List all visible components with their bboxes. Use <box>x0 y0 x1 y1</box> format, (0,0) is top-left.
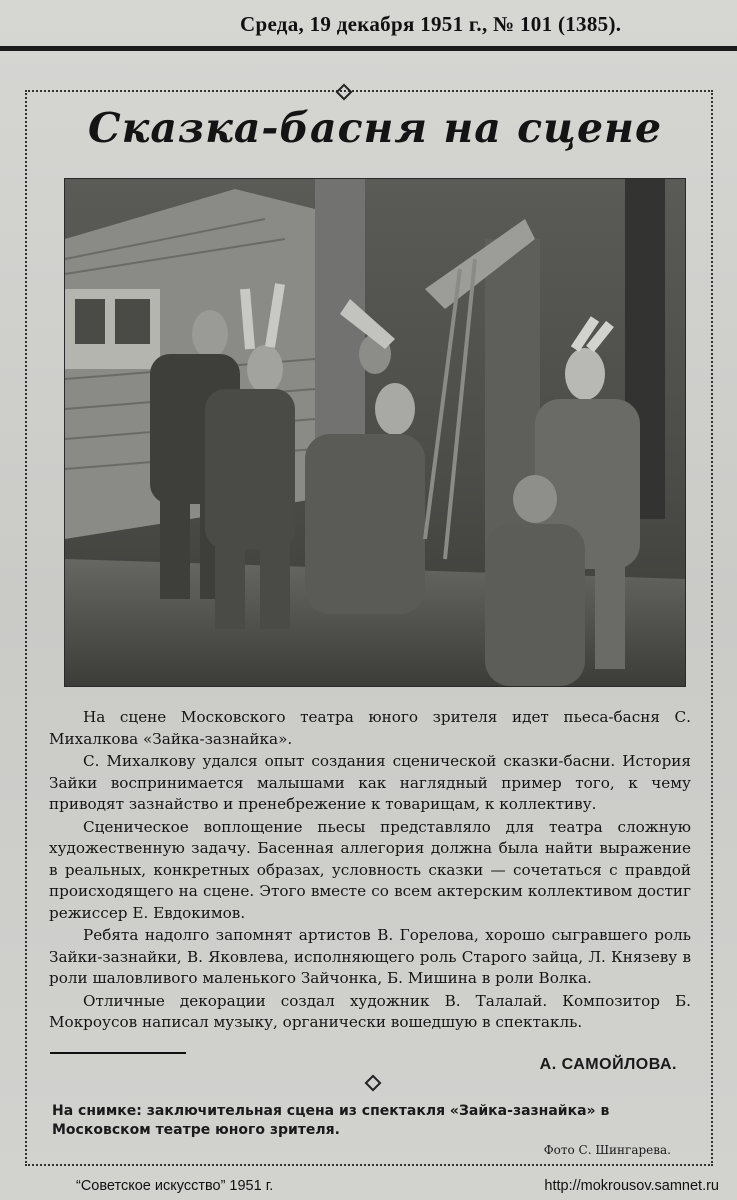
article-paragraph: Отличные декорации создал художник В. Талалай. Композитор Б. Мокроусов написал музыку, органически вошедшую в спектакль. <box>49 991 691 1031</box>
article-headline: Сказка-басня на сцене <box>87 104 663 152</box>
theatre-scene-photo <box>64 178 686 687</box>
article-paragraph: Ребята надолго запомнят артистов В. Горелова, хорошо сыгравшего роль Зайки-зазнайки, В. Яковлева, исполняющего роль Старого зайца, Л. Князеву в роли шаловливого маленького Зайчонка, Б. Мишина в роли Волка. <box>49 926 691 987</box>
name-underline-mark <box>50 1052 186 1054</box>
article-paragraph: С. Михалкову удался опыт создания сценической сказки-басни. История Зайки воспринимается малышами как наглядный пример того, к чему приводят зазнайство и пренебрежение к товарищам, к коллективу. <box>49 752 691 813</box>
photo-credit: Фото С. Шингарева. <box>543 1143 671 1157</box>
masthead-rule <box>0 46 737 51</box>
theatre-scene-photo-icon <box>65 179 685 686</box>
article-body <box>49 707 691 1035</box>
article-author: А. САМОЙЛОВА. <box>539 1056 677 1073</box>
source-url[interactable]: http://mokrousov.samnet.ru <box>544 1178 719 1194</box>
masthead-date: Среда, 19 декабря 1951 г., № 101 (1385). <box>240 12 622 36</box>
source-note: “Советское искусство” 1951 г. <box>76 1178 274 1194</box>
photo-caption: На снимке: заключительная сцена из спектакля «Зайка-зазнайка» в Московском театре юного зрителя. <box>52 1103 610 1138</box>
article-paragraph: На сцене Московского театра юного зрителя идет пьеса-басня С. Михалкова «Зайка-зазнайка». <box>49 708 691 748</box>
article-paragraph: Сценическое воплощение пьесы представляло для театра сложную художественную задачу. Басенная аллегория должна была найти выражение в реальных, конкретных образах, условность сказки — сочетаться с правдой происходящего на сцене. Этого вместе со всем актерским коллективом достиг режиссер Е. Евдокимов. <box>49 817 691 922</box>
